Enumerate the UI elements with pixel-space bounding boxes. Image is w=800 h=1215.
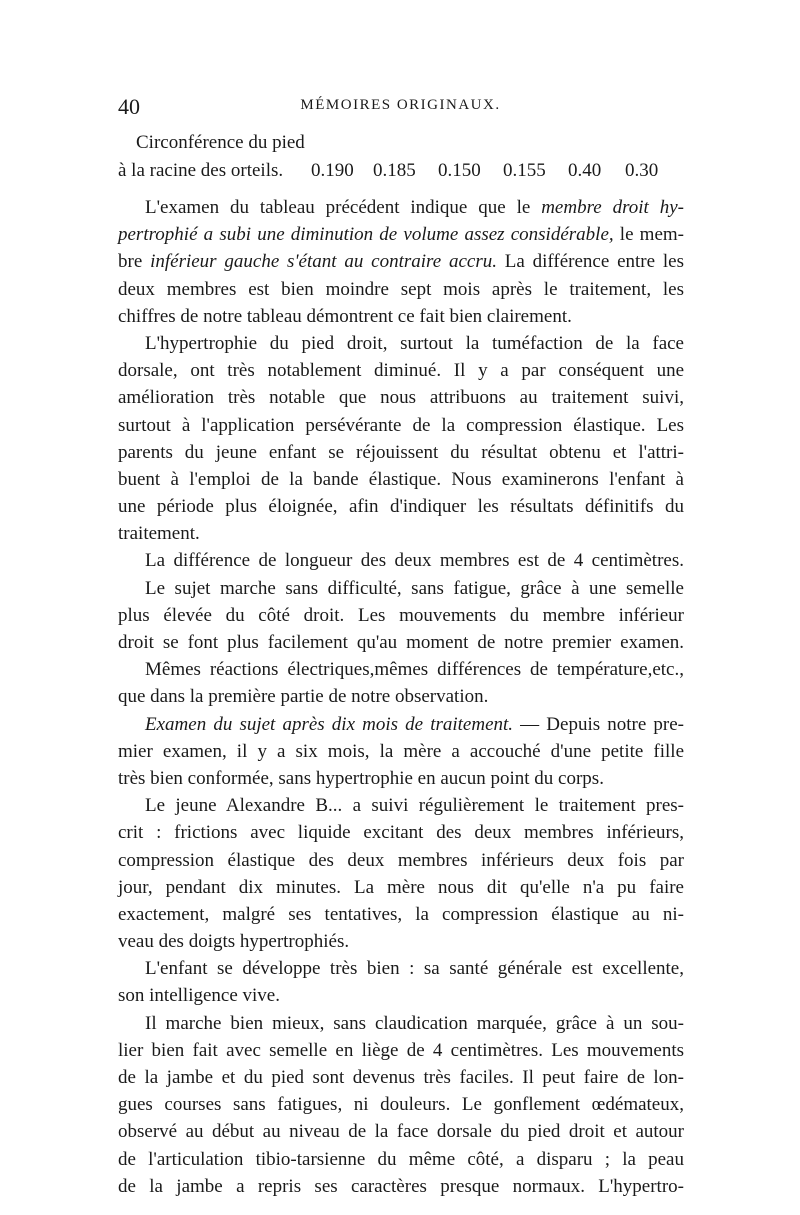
running-title: MÉMOIRES ORIGINAUX. bbox=[300, 97, 501, 113]
text-line: jour, pendant dix minutes. La mère nous dit qu'elle n'a pu faire bbox=[118, 876, 684, 898]
table-row bbox=[118, 129, 683, 157]
text-line: mier examen, il y a six mois, la mère a accouché d'une petite fille bbox=[118, 740, 684, 762]
text-line: gues courses sans fatigues, ni douleurs. Le gonflement œdémateux, bbox=[118, 1094, 684, 1116]
text-line: pertrophié a subi une diminution de volume assez considérable, le mem- bbox=[118, 224, 684, 246]
text-line: deux membres est bien moindre sept mois après le traitement, les bbox=[118, 278, 684, 300]
text-line: dorsale, ont très notablement diminué. Il y a par conséquent une bbox=[118, 360, 684, 382]
text-line: compression élastique des deux membres inférieurs deux fois par bbox=[118, 849, 684, 871]
table-cell: 0.155 bbox=[503, 160, 546, 181]
text-line: surtout à l'application persévérante de la compression élastique. Les bbox=[118, 414, 684, 436]
text-line: chiffres de notre tableau démontrent ce fait bien clairement. bbox=[118, 305, 572, 327]
row-label: Circonférence du pied bbox=[136, 132, 305, 153]
text-line: L'examen du tableau précédent indique que le membre droit hy- bbox=[145, 197, 684, 218]
text-line: plus élevée du côté droit. Les mouvements du membre inférieur bbox=[118, 604, 684, 626]
text-line: de la jambe et du pied sont devenus très faciles. Il peut faire de lon- bbox=[118, 1067, 684, 1088]
text-line: une période plus éloignée, afin d'indiquer les résultats définitifs du bbox=[118, 496, 684, 518]
text-line: Mêmes réactions électriques,mêmes différences de température,etc., bbox=[145, 659, 684, 681]
running-head bbox=[118, 94, 683, 122]
text-line: de l'articulation tibio-tarsienne du même côté, a disparu ; la peau bbox=[118, 1148, 684, 1170]
text-line: L'hypertrophie du pied droit, surtout la tuméfaction de la face bbox=[145, 332, 684, 354]
text-line: Le sujet marche sans difficulté, sans fatigue, grâce à une semelle bbox=[145, 577, 684, 599]
table-cell: 0.190 bbox=[311, 160, 354, 181]
text-line: parents du jeune enfant se réjouissent du résultat obtenu et l'attri- bbox=[118, 441, 684, 463]
table-cell: 0.150 bbox=[438, 160, 481, 181]
table-row bbox=[118, 157, 683, 185]
text-line: droit se font plus facilement qu'au moment de notre premier examen. bbox=[118, 632, 684, 653]
text-line: Le jeune Alexandre B... a suivi régulièrement le traitement pres- bbox=[145, 795, 684, 817]
table-cell: 0.185 bbox=[373, 160, 416, 181]
text-line: observé au début au niveau de la face dorsale du pied droit et autour bbox=[118, 1121, 684, 1143]
text-line: de la jambe a repris ses caractères presque normaux. L'hypertro- bbox=[118, 1175, 684, 1197]
text-line: crit : frictions avec liquide excitant des deux membres inférieurs, bbox=[118, 822, 684, 844]
measurement-table-fragment bbox=[118, 129, 683, 185]
text-line: L'enfant se développe très bien : sa santé générale est excellente, bbox=[145, 958, 684, 980]
text-line: amélioration très notable que nous attribuons au traitement suivi, bbox=[118, 387, 684, 409]
text-line: veau des doigts hypertrophiés. bbox=[118, 931, 350, 953]
row-label: à la racine des orteils. bbox=[118, 160, 284, 181]
text-line: son intelligence vive. bbox=[118, 985, 280, 1007]
text-line: traitement. bbox=[118, 523, 200, 545]
text-line: que dans la première partie de notre observation. bbox=[118, 686, 489, 708]
text-line: Il marche bien mieux, sans claudication marquée, grâce à un sou- bbox=[145, 1012, 684, 1034]
text-line: La différence de longueur des deux membres est de 4 centimètres. bbox=[145, 550, 684, 572]
body-text bbox=[118, 194, 684, 1200]
text-line: bre inférieur gauche s'étant au contraire accru. La différence entre les bbox=[118, 251, 684, 273]
table-cell: 0.30 bbox=[625, 160, 659, 181]
page-number: 40 bbox=[118, 94, 140, 119]
text-line: lier bien fait avec semelle en liège de 4 centimètres. Les mouvements bbox=[118, 1039, 684, 1061]
text-line: exactement, malgré ses tentatives, la compression élastique au ni- bbox=[118, 903, 684, 925]
text-line: Examen du sujet après dix mois de traitement. — Depuis notre pre- bbox=[145, 713, 684, 735]
text-line: buent à l'emploi de la bande élastique. Nous examinerons l'enfant à bbox=[118, 468, 684, 490]
table-cell: 0.40 bbox=[568, 160, 602, 181]
text-line: très bien conformée, sans hypertrophie en aucun point du corps. bbox=[118, 767, 604, 789]
